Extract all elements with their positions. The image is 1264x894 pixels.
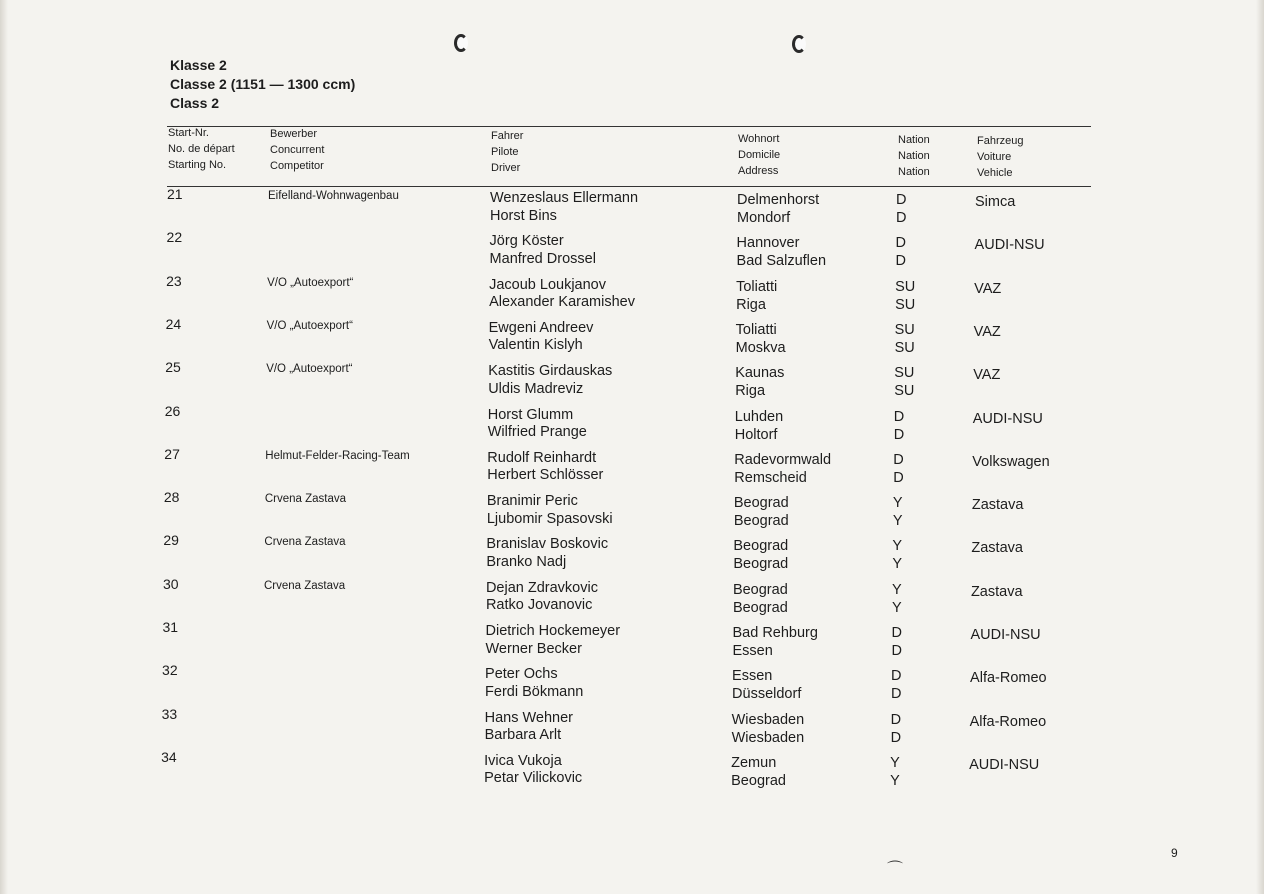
nation-2: D [896,210,907,226]
nation-2: SU [895,296,916,313]
nation-1: D [893,451,904,468]
table-row [0,359,1264,399]
nation-1: SU [894,365,915,382]
vehicle: VAZ [973,367,1001,384]
domicile-2: Holtorf [734,426,778,443]
column-header-line: Voiture [977,151,1012,163]
domicile-2: Beograd [733,513,789,530]
table-row [0,273,1264,313]
column-header-line: Nation [898,166,930,178]
column-header-line: Fahrzeug [977,135,1024,147]
start-number: 33 [161,705,178,722]
column-header-line: Fahrer [491,130,524,142]
driver-1: Peter Ochs [485,666,558,683]
column-header-line: Driver [491,162,521,174]
domicile-1: Toliatti [736,278,778,295]
start-number: 22 [166,229,183,246]
nation-2: D [893,426,905,443]
vehicle: Alfa-Romeo [970,670,1047,687]
vehicle: Zastava [970,583,1023,600]
domicile-1: Toliatti [735,321,777,338]
driver-1: Hans Wehner [484,709,573,726]
nation-2: D [895,253,907,270]
column-header-line: Vehicle [977,167,1013,179]
table-row [0,662,1264,702]
table-row [0,186,1264,226]
class-title-english: Class 2 [170,95,220,111]
driver-2: Petar Vilickovic [484,770,583,787]
domicile-2: Bad Salzuflen [736,253,827,270]
driver-2: Wilfried Prange [487,424,587,440]
vehicle: AUDI-NSU [969,756,1040,773]
driver-1: Horst Glumm [487,406,574,423]
driver-2: Valentin Kislyh [488,337,583,354]
nation-2: SU [894,383,915,400]
domicile-1: Beograd [732,581,788,598]
vehicle: AUDI-NSU [972,410,1043,427]
driver-2: Werner Becker [485,640,582,657]
domicile-2: Riga [736,296,766,313]
vehicle: Zastava [971,497,1024,514]
table-row [0,706,1264,746]
domicile-1: Luhden [734,408,784,425]
column-header-line: Address [738,165,779,177]
driver-1: Kastitis Girdauskas [488,363,613,380]
column-header-line: Bewerber [270,128,318,140]
nation-1: Y [891,581,902,598]
driver-1: Wenzeslaus Ellermann [490,190,639,206]
domicile-2: Düsseldorf [732,686,802,703]
table-row [0,619,1264,659]
domicile-1: Hannover [736,235,800,252]
competitor: Eifelland-Wohnwagenbau [268,190,399,202]
driver-2: Ferdi Bökmann [485,683,584,700]
column-header-line: Domicile [738,149,781,161]
domicile-1: Essen [732,668,773,685]
start-number: 28 [163,489,180,506]
column-header-line: Competitor [270,160,324,172]
nation-2: D [891,686,902,703]
column-header-line: Pilote [491,146,519,158]
table-row [0,229,1264,269]
domicile-2: Riga [735,383,766,400]
nation-2: Y [890,772,900,789]
start-number: 23 [166,272,182,289]
vehicle: Volkswagen [972,453,1050,470]
domicile-2: Beograd [733,556,789,573]
driver-1: Dietrich Hockemeyer [485,623,621,639]
driver-2: Ratko Jovanovic [485,597,593,614]
domicile-2: Beograd [732,599,788,616]
start-number: 25 [165,359,181,376]
domicile-2: Mondorf [737,210,791,226]
vehicle: AUDI-NSU [974,237,1045,254]
column-header-line: Wohnort [738,133,780,145]
competitor: Helmut-Felder-Racing-Team [265,449,410,462]
driver-2: Alexander Karamishev [489,294,635,311]
domicile-1: Beograd [733,495,789,512]
start-number: 29 [163,532,179,549]
domicile-1: Beograd [733,538,789,555]
driver-1: Branislav Boskovic [486,536,609,553]
driver-1: Jörg Köster [489,233,564,250]
domicile-1: Zemun [731,754,777,771]
domicile-1: Bad Rehburg [732,625,818,641]
driver-2: Manfred Drossel [489,250,596,267]
competitor: Crvena Zastava [264,536,346,549]
nation-2: SU [894,339,915,356]
domicile-2: Essen [732,643,773,659]
driver-2: Ljubomir Spasovski [486,510,613,527]
table-row [0,403,1264,443]
printer-mark: ⌒ [887,861,904,878]
nation-1: Y [892,495,903,512]
driver-1: Rudolf Reinhardt [487,449,597,466]
table-row [0,749,1264,789]
start-number: 24 [165,315,182,332]
vehicle: Zastava [971,540,1023,557]
nation-1: Y [892,538,903,555]
column-header-line: Nation [898,134,930,146]
start-number: 21 [167,186,183,202]
column-header-line: Start-Nr. [168,127,209,139]
start-number: 31 [162,619,179,635]
vehicle: Alfa-Romeo [969,713,1047,730]
nation-1: Y [890,754,900,771]
competitor: Crvena Zastava [263,579,346,592]
table-row [0,316,1264,356]
domicile-2: Wiesbaden [731,729,805,746]
nation-1: SU [895,278,916,295]
vehicle: Simca [975,194,1016,210]
table-row [0,489,1264,529]
domicile-1: Radevormwald [734,451,832,468]
driver-2: Branko Nadj [486,553,567,570]
driver-1: Dejan Zdravkovic [485,579,598,596]
nation-1: D [891,668,902,685]
driver-2: Herbert Schlösser [487,467,604,484]
domicile-2: Beograd [731,772,786,789]
table-row [0,446,1264,486]
driver-2: Barbara Arlt [484,727,562,744]
driver-1: Jacoub Loukjanov [489,276,606,293]
nation-2: D [891,643,902,659]
start-number: 34 [161,748,177,765]
nation-2: Y [891,599,902,616]
column-header-line: Nation [898,150,930,162]
nation-1: D [896,192,907,208]
page-number: 9 [1171,846,1178,860]
nation-2: Y [892,556,903,573]
driver-2: Uldis Madreviz [488,380,584,397]
competitor: V/O „Autoexport“ [266,319,353,332]
class-title-german: Klasse 2 [170,57,227,73]
domicile-1: Kaunas [735,365,785,382]
driver-2: Horst Bins [490,207,557,224]
domicile-2: Remscheid [734,469,807,486]
driver-1: Ivica Vukoja [484,752,562,769]
domicile-1: Wiesbaden [731,711,805,728]
class-title-french: Classe 2 (1151 — 1300 ccm) [170,76,356,92]
domicile-1: Delmenhorst [737,192,820,208]
nation-2: Y [892,513,903,530]
vehicle: VAZ [973,323,1001,340]
nation-1: D [893,408,905,425]
driver-1: Branimir Peric [486,493,578,510]
competitor: V/O „Autoexport“ [266,363,353,376]
vehicle: VAZ [974,280,1002,297]
nation-1: D [890,711,902,728]
driver-1: Ewgeni Andreev [488,319,594,336]
column-header-line: Concurrent [270,144,325,156]
domicile-2: Moskva [735,339,786,356]
start-number: 30 [162,575,179,592]
nation-1: SU [894,321,915,338]
nation-1: D [895,235,907,252]
table-row [0,576,1264,616]
table-row [0,532,1264,572]
start-number: 26 [164,402,181,419]
nation-2: D [890,729,902,746]
column-header-line: Starting No. [168,159,227,171]
start-number: 32 [162,662,178,679]
start-number: 27 [164,445,180,462]
nation-1: D [891,625,902,641]
nation-2: D [893,469,904,486]
competitor: V/O „Autoexport“ [267,276,354,289]
vehicle: AUDI-NSU [970,627,1041,643]
competitor: Crvena Zastava [264,493,347,506]
column-header-line: No. de départ [168,143,235,155]
